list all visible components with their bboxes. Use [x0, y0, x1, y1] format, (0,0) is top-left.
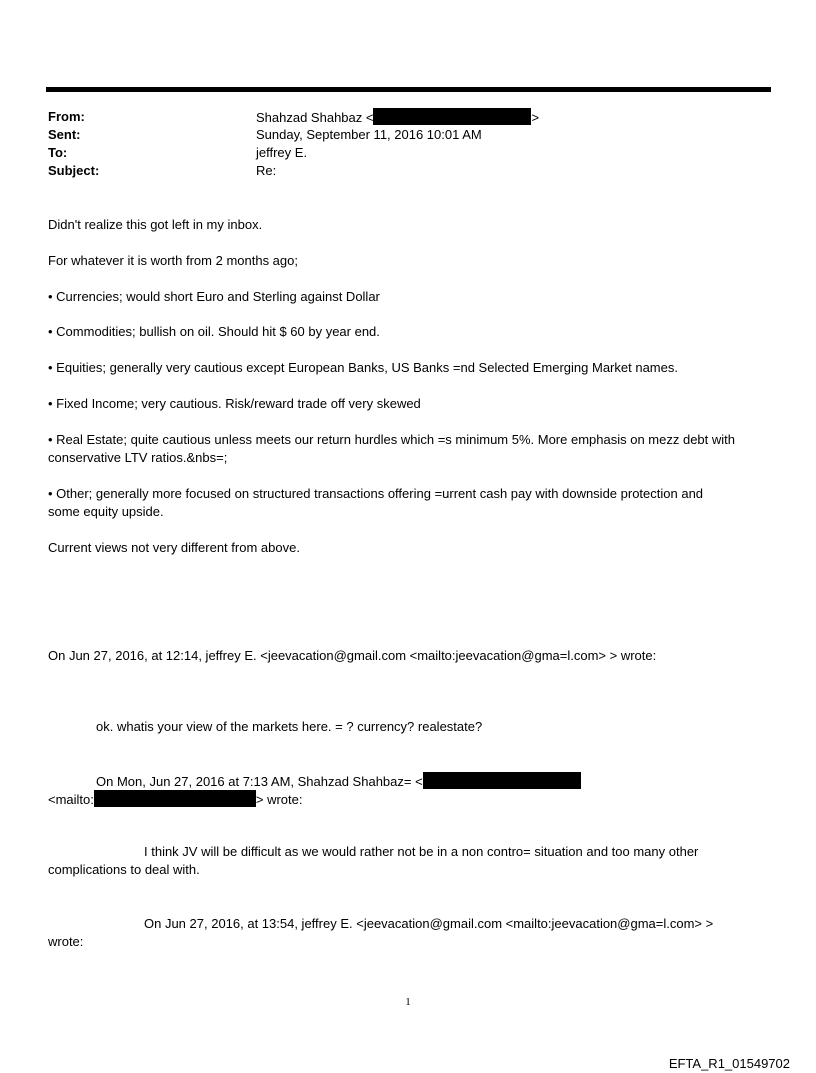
quote-message-1: ok. whatis your view of the markets here. = ? currency? realestate? [96, 719, 483, 734]
to-label: To: [48, 145, 68, 160]
quote-message-2-line-1: I think JV will be difficult as we would rather not be in a non contro= situation and too many other [144, 844, 699, 859]
redaction-block [423, 772, 581, 789]
document-id-stamp: EFTA_R1_01549702 [668, 1056, 790, 1071]
from-close: > [531, 110, 540, 125]
quote-header-3-line-1: On Jun 27, 2016, at 13:54, jeffrey E. <jeevacation@gmail.com <mailto:jeevacation@gma=l.com> > [144, 916, 714, 931]
subject-value: Re: [256, 163, 277, 178]
body-line-3: Current views not very different from above. [48, 540, 300, 555]
bullet-currencies: • Currencies; would short Euro and Sterling against Dollar [48, 289, 380, 304]
quote-header-2-text: On Mon, Jun 27, 2016 at 7:13 AM, Shahzad Shahbaz= < [96, 774, 423, 789]
body-line-2: For whatever it is worth from 2 months ago; [48, 253, 298, 268]
page-number: 1 [405, 996, 411, 1008]
mailto-prefix: <mailto: [48, 792, 94, 807]
from-label: From: [48, 109, 85, 124]
bullet-equities: • Equities; generally very cautious except European Banks, US Banks =nd Selected Emerging Market names. [48, 360, 678, 375]
top-rule [46, 87, 771, 92]
bullet-fixed-income: • Fixed Income; very cautious. Risk/reward trade off very skewed [48, 396, 421, 411]
bullet-other-line-2: some equity upside. [48, 504, 164, 519]
redaction-block [94, 790, 256, 807]
from-value [256, 108, 539, 127]
bullet-real-estate-line-1: • Real Estate; quite cautious unless meets our return hurdles which =s minimum 5%. More emphasis on mezz debt with [48, 432, 736, 447]
sent-value: Sunday, September 11, 2016 10:01 AM [256, 127, 482, 142]
quote-header-2-line-2 [48, 790, 303, 809]
quote-header-1: On Jun 27, 2016, at 12:14, jeffrey E. <jeevacation@gmail.com <mailto:jeevacation@gma=l.com> > wrote: [48, 648, 657, 663]
bullet-commodities: • Commodities; bullish on oil. Should hit $ 60 by year end. [48, 324, 380, 339]
quote-header-3-line-2: wrote: [48, 934, 84, 949]
subject-label: Subject: [48, 163, 100, 178]
quote-header-2-line-1 [96, 772, 581, 791]
body-line-1: Didn't realize this got left in my inbox. [48, 217, 263, 232]
sent-label: Sent: [48, 127, 81, 142]
to-value: jeffrey E. [256, 145, 308, 160]
from-sender: Shahzad Shahbaz < [256, 110, 374, 125]
wrote-suffix: > wrote: [255, 792, 303, 807]
quote-message-2-line-2: complications to deal with. [48, 862, 200, 877]
redaction-block [373, 108, 531, 125]
bullet-real-estate-line-2: conservative LTV ratios.&nbs=; [48, 450, 228, 465]
bullet-other-line-1: • Other; generally more focused on structured transactions offering =urrent cash pay with downside protection and [48, 486, 704, 501]
